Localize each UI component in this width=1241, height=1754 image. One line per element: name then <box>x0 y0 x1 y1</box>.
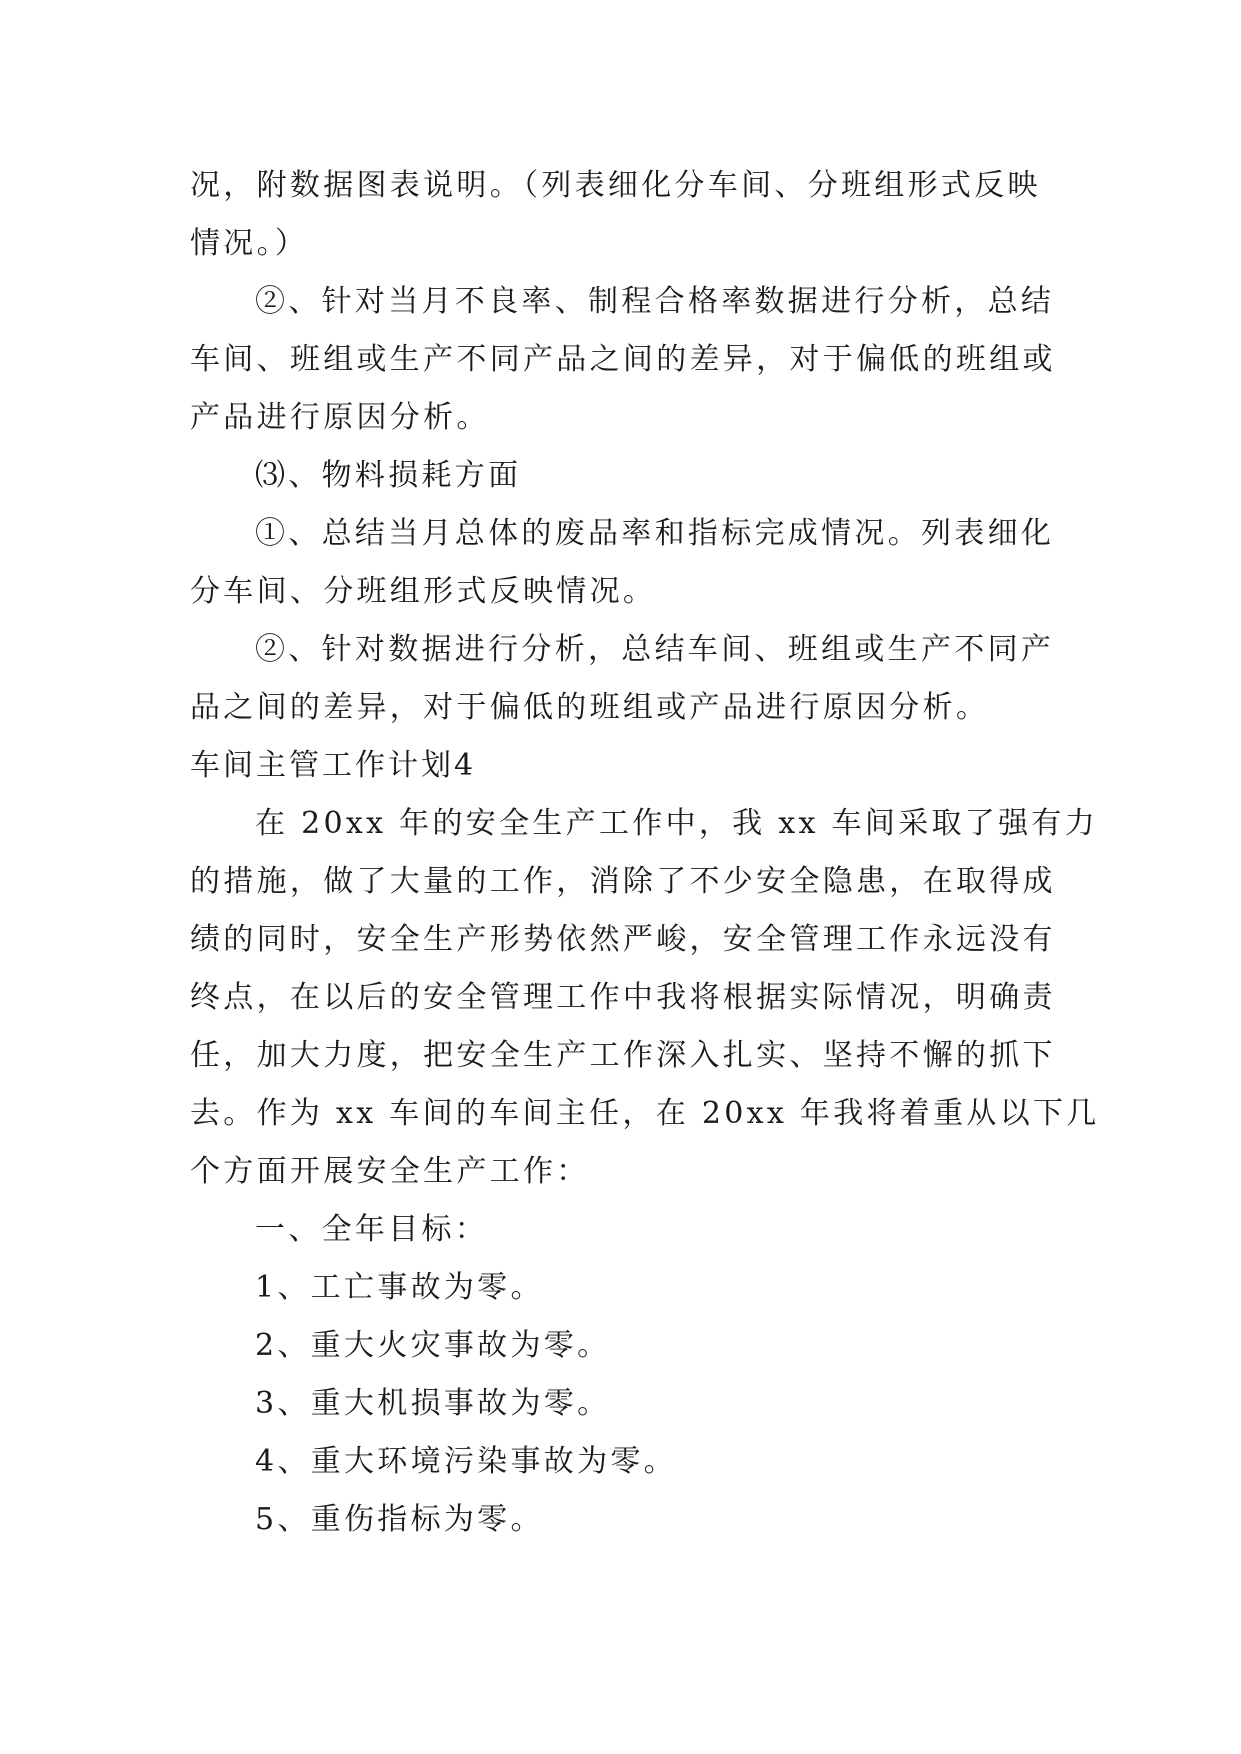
text-line: ②、针对数据进行分析，总结车间、班组或生产不同产 <box>255 632 1055 667</box>
text-line: 1、工亡事故为零。 <box>255 1270 544 1305</box>
text-line: 任，加大力度，把安全生产工作深入扎实、坚持不懈的抓下 <box>190 1038 1056 1073</box>
text-line: ①、总结当月总体的废品率和指标完成情况。列表细化 <box>255 516 1055 551</box>
text-line: ⑶、物料损耗方面 <box>255 458 522 493</box>
text-line: ②、针对当月不良率、制程合格率数据进行分析，总结 <box>255 284 1055 319</box>
text-line: 在 20xx 年的安全生产工作中，我 xx 车间采取了强有力 <box>255 806 1098 841</box>
text-line: 2、重大火灾事故为零。 <box>255 1328 611 1363</box>
section-heading: 车间主管工作计划4 <box>190 748 477 783</box>
text-line: 个方面开展安全生产工作： <box>190 1154 590 1189</box>
text-line: 终点，在以后的安全管理工作中我将根据实际情况，明确责 <box>190 980 1056 1015</box>
text-line: 品之间的差异，对于偏低的班组或产品进行原因分析。 <box>190 690 990 725</box>
text-line: 去。作为 xx 车间的车间主任，在 20xx 年我将着重从以下几 <box>190 1096 1100 1131</box>
text-line: 分车间、分班组形式反映情况。 <box>190 574 657 609</box>
text-line: 3、重大机损事故为零。 <box>255 1386 611 1421</box>
text-line: 绩的同时，安全生产形势依然严峻，安全管理工作永远没有 <box>190 922 1056 957</box>
document-body <box>190 157 1100 1549</box>
text-line: 况，附数据图表说明。（列表细化分车间、分班组形式反映 <box>190 168 1041 203</box>
text-line: 5、重伤指标为零。 <box>255 1502 544 1537</box>
text-line: 的措施，做了大量的工作，消除了不少安全隐患，在取得成 <box>190 864 1056 899</box>
text-line: 4、重大环境污染事故为零。 <box>255 1444 677 1479</box>
text-line: 一、全年目标： <box>255 1212 489 1247</box>
text-line: 车间、班组或生产不同产品之间的差异，对于偏低的班组或 <box>190 342 1056 377</box>
text-line: 产品进行原因分析。 <box>190 400 490 435</box>
text-line: 情况。） <box>190 226 309 261</box>
